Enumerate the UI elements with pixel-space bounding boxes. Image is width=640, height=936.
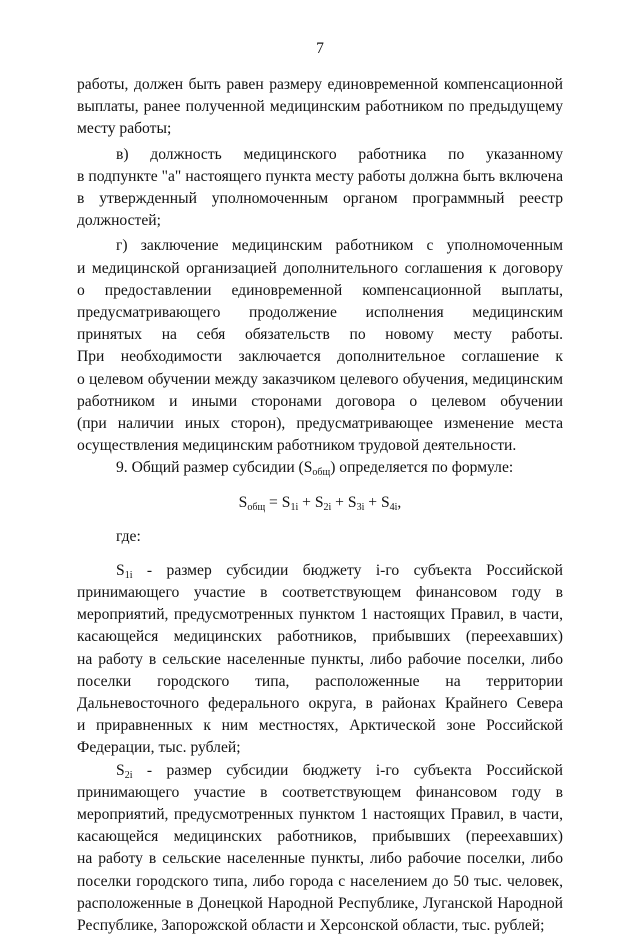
text-line: в подпункте "а" настоящего пункта месту работы должна быть включена [77,167,563,185]
text-line: на работу в сельские населенные пункты, либо рабочие поселки, либо [77,650,563,668]
formula-lhs-sub: общ [247,502,266,514]
text-line: При необходимости заключается дополнительное соглашение к [77,348,563,366]
text-line: о целевом обучении между заказчиком целевого обучения, медицинским [77,370,563,388]
text-line: предусматривающего продолжение исполнения медицинским [77,304,563,321]
text-line: мероприятий, предусмотренных пунктом 1 настоящих Правил, в части, [77,806,563,823]
text-line: выплаты, ранее полученной медицинским работником по предыдущему [77,98,563,116]
formula-term-sub: 2i [323,502,332,514]
text-line [116,761,563,781]
text-line: где: [116,527,141,545]
text-run: ) определяется по формуле: [330,459,514,477]
page-number: 7 [316,40,324,57]
formula-plus: + [331,494,348,512]
text-line: в) должность медицинского работника по указанному [116,145,563,163]
formula-term-sub: 1i [290,502,299,514]
text-line: г) заключение медицинским работником с уполномоченным [116,237,563,255]
formula-term: S [347,494,357,512]
text-line: месту работы; [77,120,172,138]
text-line: касающейся медицинских работников, прибывших (переехавших) [77,628,563,646]
formula-term-sub: 3i [356,502,365,514]
text-line: принимающего участие в соответствующем финансовом году в [77,584,563,601]
text-line: Дальневосточного федерального округа, в районах Крайнего Севера [77,695,563,712]
text-line: осуществления медицинским работником трудовой деятельности. [77,437,517,455]
formula-lhs: S [238,494,248,512]
text-run: S [116,761,125,779]
text-run: S [116,561,125,579]
text-line: поселки городского типа, либо города с населением до 50 тыс. человек, [77,872,563,890]
formula-term: S [314,494,324,512]
text-line: мероприятий, предусмотренных пунктом 1 настоящих Правил, в части, [77,606,563,624]
text-line: и приравненных к ним местностях, Арктической зоне Российской [77,717,563,735]
formula-end: , [397,494,402,512]
text-line: принимающего участие в соответствующем финансовом году в [77,783,563,801]
text-line: на работу в сельские населенные пункты, либо рабочие поселки, либо [77,850,563,868]
text-line [116,561,563,581]
text-line: принятых на себя обязательств по новому месту работы. [77,326,563,344]
formula-plus: + [298,494,315,512]
text-run: - размер субсидии бюджету i-го субъекта Российской [146,761,563,779]
text-line: касающейся медицинских работников, прибывших (переехавших) [77,828,563,846]
text-line: о предоставлении единовременной компенсационной выплаты, [77,281,563,299]
text-line [116,458,563,478]
text-line: работы, должен быть равен размеру единовременной компенсационной [77,76,563,93]
text-line: Республике, Запорожской области и Херсонской области, тыс. рублей; [77,917,545,934]
text-line: расположенные в Донецкой Народной Республике, Луганской Народной [77,894,563,912]
text-line: и медицинской организацией дополнительного соглашения к договору [77,259,563,277]
text-line: поселки городского типа, расположенные на территории [77,672,563,690]
formula-term: S [380,494,390,512]
formula-term-sub: 4i [389,502,398,514]
subscript: 2i [124,769,133,781]
subscript: общ [312,467,331,479]
text-line: в утвержденный уполномоченным органом программный реестр [77,190,563,207]
text-line: (при наличии иных сторон), предусматривающее изменение места [77,415,563,432]
text-line: должностей; [77,212,161,230]
formula-plus: + [364,494,381,512]
formula-eq: = [265,494,282,512]
formula [0,494,640,512]
text-line: Федерации, тыс. рублей; [77,739,241,757]
text-line: работником и иными сторонами договора о целевом обучении [77,392,563,410]
subscript: 1i [124,569,133,581]
text-run: 9. Общий размер субсидии (S [116,459,313,477]
text-run: - размер субсидии бюджету i-го субъекта Российской [146,561,563,579]
formula-term: S [281,494,291,512]
